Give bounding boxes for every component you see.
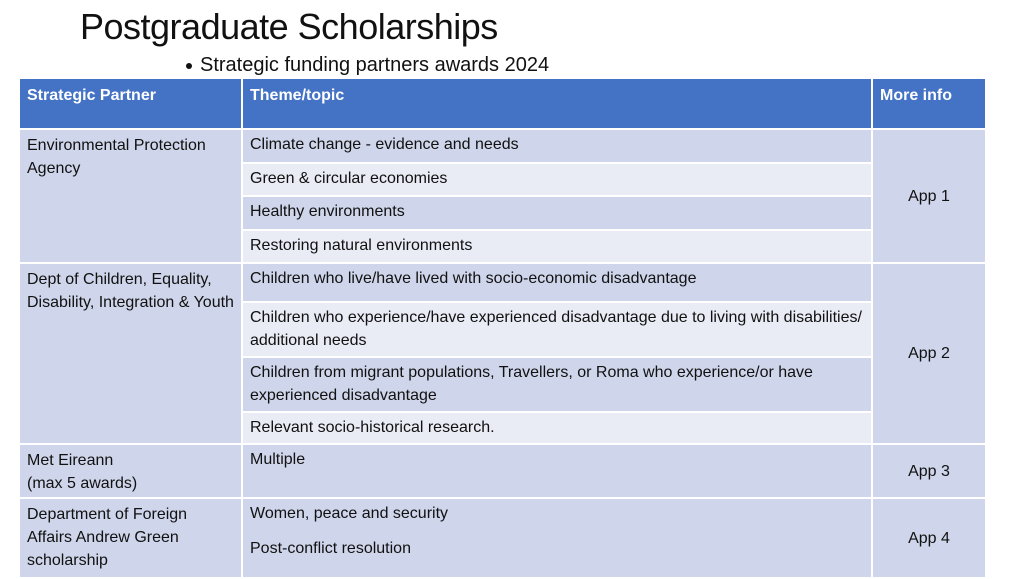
bullet-icon: [186, 63, 192, 69]
theme-cell: Climate change - evidence and needs: [242, 129, 872, 163]
partner-cell: [19, 444, 242, 498]
scholarship-table: [18, 77, 987, 579]
theme-cell: Green & circular economies: [242, 163, 872, 197]
theme-cell: Relevant socio-historical research.: [242, 412, 872, 444]
theme-line: Post-conflict resolution: [250, 540, 411, 557]
subtitle: [186, 54, 549, 77]
table-row: [19, 263, 986, 302]
subtitle-text: Strategic funding partners awards 2024: [200, 54, 550, 76]
more-info-cell[interactable]: App 1: [872, 129, 986, 263]
theme-line: Women, peace and security: [250, 505, 449, 522]
table-row: [19, 129, 986, 163]
theme-cell: Children from migrant populations, Travellers, or Roma who experience/or have experienced disadvantage: [242, 357, 872, 412]
header-more-info: More info: [872, 78, 986, 129]
table-row: [19, 444, 986, 498]
theme-cell: Children who experience/have experienced disadvantage due to living with disabilities/ additional needs: [242, 302, 872, 357]
more-info-cell[interactable]: App 2: [872, 263, 986, 444]
theme-cell: Children who live/have lived with socio-economic disadvantage: [242, 263, 872, 302]
table-header-row: [19, 78, 986, 129]
partner-cell: Department of Foreign Affairs Andrew Green scholarship: [19, 498, 242, 578]
header-theme-topic: Theme/topic: [242, 78, 872, 129]
table-row: [19, 498, 986, 578]
theme-cell: Healthy environments: [242, 196, 872, 230]
page-title: Postgraduate Scholarships: [80, 6, 498, 47]
theme-cell: Multiple: [242, 444, 872, 498]
partner-name: Met Eireann: [27, 452, 114, 469]
partner-cell: Environmental Protection Agency: [19, 129, 242, 263]
theme-cell: [242, 498, 872, 578]
partner-cell: Dept of Children, Equality, Disability, Integration & Youth: [19, 263, 242, 444]
theme-cell: Restoring natural environments: [242, 230, 872, 264]
more-info-cell[interactable]: App 3: [872, 444, 986, 498]
more-info-cell[interactable]: App 4: [872, 498, 986, 578]
header-strategic-partner: Strategic Partner: [19, 78, 242, 129]
partner-note: (max 5 awards): [27, 475, 138, 492]
